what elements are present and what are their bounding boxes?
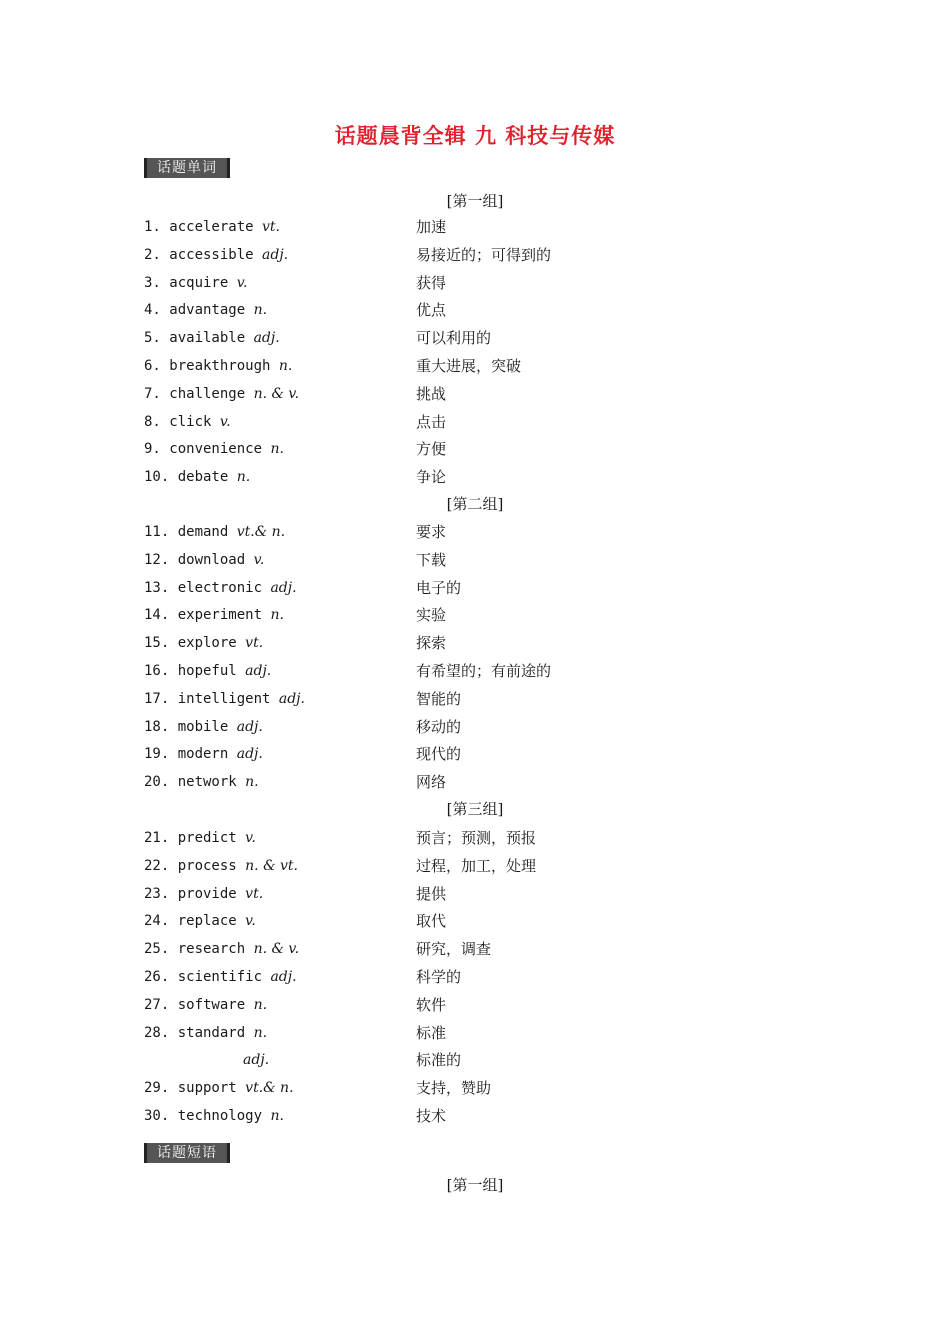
vocab-entry [144,994,267,1016]
vocab-word: 11. demand [144,524,237,540]
vocab-row [0,411,950,433]
vocab-meaning: 加速 [416,218,447,236]
vocab-row [0,883,950,905]
vocab-entry [144,1049,269,1071]
vocab-meaning: 智能的 [416,689,462,708]
vocab-meaning: 方便 [416,440,447,459]
vocab-meaning: 电子的 [416,578,462,597]
part-of-speech: vt. [245,635,264,652]
vocab-row [0,966,950,988]
vocab-row [0,383,950,405]
vocab-word: 15. explore [144,635,246,652]
vocab-meaning: 现代的 [416,745,462,764]
vocab-meaning: 可以利用的 [416,329,492,348]
part-of-speech: n. [278,358,293,374]
part-of-speech: adj. [253,330,280,347]
part-of-speech: adj. [236,746,263,763]
vocab-meaning: 要求 [416,523,447,541]
part-of-speech: vt.& n. [245,1080,294,1097]
vocab-entry [144,604,284,626]
vocab-word: 2. accessible [144,246,263,263]
vocab-word: 23. provide [144,885,246,902]
group-heading-1: [第一组] [446,192,504,210]
vocab-row [0,549,950,571]
vocab-meaning: 取代 [416,912,447,931]
part-of-speech: n. [253,996,268,1013]
vocab-meaning: 重大进展，突破 [416,357,522,375]
part-of-speech: n. [236,469,251,486]
part-of-speech: adj. [262,246,289,263]
part-of-speech: n. [245,774,259,791]
vocab-row [0,438,950,460]
part-of-speech: n. [253,302,268,319]
vocab-meaning: 软件 [416,995,447,1014]
vocab-entry [144,466,250,488]
group-heading-3: [第三组] [446,800,504,818]
vocab-entry [144,1077,294,1099]
vocab-word: 28. standard [144,1024,254,1041]
part-of-speech: adj. [236,718,263,735]
vocab-word: 20. network [144,774,246,791]
part-of-speech: adj. [270,969,297,985]
vocab-row [0,771,950,793]
vocab-word: 24. replace [144,913,246,930]
vocab-row [0,994,950,1016]
vocab-row [0,577,950,599]
vocab-entry [144,771,259,793]
vocab-entry [144,521,285,543]
vocab-meaning: 实验 [416,606,447,625]
vocab-row [0,910,950,932]
vocab-word: 26. scientific [144,969,271,985]
vocab-meaning: 争论 [416,468,447,487]
vocab-meaning: 标准 [416,1023,447,1042]
vocab-row [0,827,950,849]
vocab-word: 13. electronic [144,579,271,596]
vocab-word: 9. convenience [144,441,271,458]
vocab-meaning: 支持，赞助 [416,1079,492,1098]
vocab-row [0,1105,950,1127]
part-of-speech: v. [253,551,265,568]
vocab-word: 27. software [144,996,254,1013]
vocab-word [144,1052,203,1068]
vocab-entry [144,827,256,849]
vocab-meaning: 预言；预测，预报 [416,829,537,847]
part-of-speech: n. & v. [253,385,300,402]
vocab-meaning: 有希望的；有前途的 [416,662,552,680]
group-heading-2: [第二组] [446,495,504,513]
vocab-row [0,688,950,710]
vocab-entry [144,716,263,738]
vocab-meaning: 优点 [416,301,447,320]
part-of-speech: v. [236,274,248,291]
part-of-speech: adj. [270,579,297,596]
vocab-entry [144,383,299,405]
vocab-meaning: 移动的 [416,717,462,736]
vocab-row [0,216,950,238]
vocab-row [0,743,950,765]
vocab-meaning: 获得 [416,273,447,292]
vocab-row [0,855,950,877]
vocab-meaning: 网络 [416,773,447,792]
part-of-speech: v. [219,413,231,430]
part-of-speech: n. [270,441,284,458]
part-of-speech: adj. [243,1052,270,1069]
vocab-meaning: 易接近的；可得到的 [416,245,552,264]
vocab-row [0,632,950,654]
vocab-row [0,327,950,349]
vocab-entry [144,966,297,988]
vocab-entry [144,355,292,377]
vocab-entry [144,855,298,877]
vocab-meaning: 标准的 [416,1051,462,1070]
vocab-word: 17. intelligent [144,690,279,707]
section-tag-words: 话题单词 [144,158,230,178]
vocab-word: 12. download [144,551,254,568]
vocab-entry [144,1105,284,1127]
vocab-word: 22. process [144,857,246,874]
vocab-entry [144,688,305,710]
page-title: 话题晨背全辑 九 科技与传媒 [334,124,616,148]
part-of-speech: n. & v. [253,941,300,958]
vocab-entry [144,244,288,266]
vocab-word: 4. advantage [144,302,254,319]
vocab-word: 18. mobile [144,718,237,735]
vocab-row [0,272,950,294]
vocab-entry [144,883,263,905]
part-of-speech: n. [270,607,284,624]
part-of-speech: n. [270,1108,284,1124]
vocab-meaning: 科学的 [416,968,462,986]
vocab-entry [144,577,297,599]
part-of-speech: adj. [278,690,305,707]
vocab-entry [144,299,267,321]
part-of-speech: n. & vt. [245,857,298,874]
vocab-row [0,604,950,626]
vocab-meaning: 点击 [416,412,447,431]
vocab-row [0,938,950,960]
vocab-entry [144,549,264,571]
vocab-meaning: 提供 [416,884,447,903]
part-of-speech: vt.& n. [236,524,286,540]
part-of-speech: v. [245,830,256,846]
vocab-row [0,1049,950,1071]
section-tag-phrases: 话题短语 [144,1143,230,1163]
vocab-word: 25. research [144,941,254,958]
part-of-speech: vt. [245,885,264,902]
vocab-word: 1. accelerate [144,219,263,235]
vocab-entry [144,411,231,433]
vocab-word: 5. available [144,330,254,347]
vocab-entry [144,938,299,960]
group-heading-4: [第一组] [446,1176,504,1194]
vocab-entry [144,632,263,654]
part-of-speech: adj. [245,663,272,679]
vocab-entry [144,438,284,460]
vocab-row [0,521,950,543]
vocab-word: 8. click [144,413,220,430]
vocab-meaning: 挑战 [416,384,447,403]
vocab-row [0,466,950,488]
vocab-row [0,1077,950,1099]
vocab-row [0,244,950,266]
vocab-row [0,299,950,321]
vocab-meaning: 探索 [416,634,447,653]
vocab-word: 29. support [144,1080,246,1097]
vocab-entry [144,660,271,682]
vocab-entry [144,910,256,932]
vocab-entry [144,327,280,349]
vocab-row [0,1022,950,1044]
vocab-row [0,716,950,738]
vocab-meaning: 下载 [416,550,447,569]
vocab-entry [144,1022,267,1044]
vocab-word: 19. modern [144,746,237,763]
vocab-word: 10. debate [144,469,237,486]
vocab-entry [144,216,280,238]
vocab-row [0,355,950,377]
vocab-word: 3. acquire [144,274,237,291]
part-of-speech: v. [245,913,256,930]
vocab-word: 14. experiment [144,607,271,624]
vocab-meaning: 研究，调查 [416,940,492,959]
vocab-word: 6. breakthrough [144,358,279,374]
vocab-word: 16. hopeful [144,663,246,679]
vocab-word: 21. predict [144,830,246,846]
vocab-meaning: 技术 [416,1107,447,1125]
vocab-word: 7. challenge [144,385,254,402]
vocab-entry [144,272,247,294]
vocab-meaning: 过程，加工，处理 [416,856,537,875]
vocab-row [0,660,950,682]
part-of-speech: vt. [262,219,281,235]
vocab-word: 30. technology [144,1108,271,1124]
vocab-entry [144,743,263,765]
part-of-speech: n. [253,1024,268,1041]
